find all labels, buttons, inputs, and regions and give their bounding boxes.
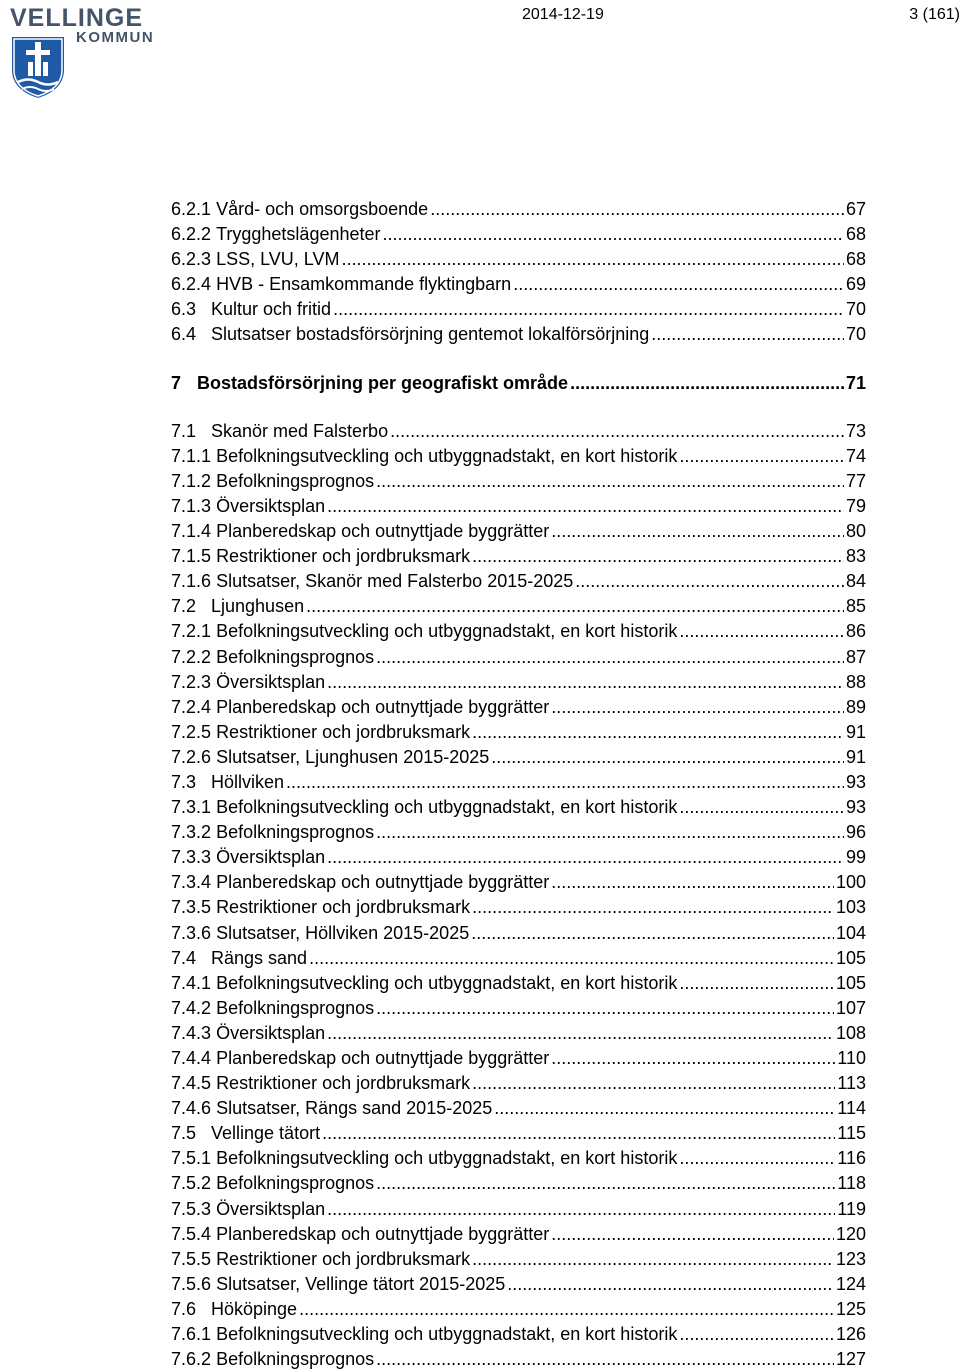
toc-entry[interactable] bbox=[171, 1121, 866, 1146]
toc-entry[interactable] bbox=[171, 745, 866, 770]
toc-entry-title: Slutsatser, Skanör med Falsterbo 2015-2025 bbox=[216, 571, 574, 592]
toc-entry-number: 6.2.4 bbox=[171, 274, 212, 295]
toc-entry[interactable] bbox=[171, 594, 866, 619]
toc-entry-title: Översiktsplan bbox=[216, 1198, 326, 1219]
toc-entry-number: 7.1.5 bbox=[171, 546, 212, 567]
toc-entry-number: 7.1.1 bbox=[171, 445, 212, 466]
toc-entry-title: Planberedskap och outnyttjade byggrätter bbox=[216, 1048, 550, 1068]
toc-entry-title: Hököpinge bbox=[211, 1298, 298, 1319]
toc-leader-dots bbox=[390, 419, 844, 444]
toc-entry-page: 100 bbox=[835, 872, 866, 893]
toc-entry[interactable] bbox=[171, 494, 866, 519]
toc-entry-title: Restriktioner och jordbruksmark bbox=[216, 721, 471, 742]
toc-entry-page: 83 bbox=[845, 546, 866, 567]
toc-leader-dots bbox=[679, 971, 834, 996]
toc-leader-dots bbox=[513, 272, 844, 297]
toc-leader-dots bbox=[551, 1222, 834, 1247]
toc-entry[interactable] bbox=[171, 444, 866, 469]
toc-entry-page: 67 bbox=[845, 199, 866, 219]
toc-entry-number: 7.2.5 bbox=[171, 721, 212, 742]
toc-entry-page: 126 bbox=[835, 1324, 866, 1345]
toc-entry-number: 7.2.1 bbox=[171, 621, 212, 642]
toc-leader-dots bbox=[376, 469, 844, 494]
coat-of-arms-icon bbox=[8, 32, 68, 100]
toc-entry-title: Slutsatser, Ljunghusen 2015-2025 bbox=[216, 746, 490, 767]
toc-entry-page: 116 bbox=[837, 1148, 866, 1169]
toc-entry-page: 70 bbox=[845, 324, 866, 345]
toc-leader-dots bbox=[327, 494, 844, 519]
toc-entry-number: 7.3.6 bbox=[171, 922, 212, 943]
toc-entry[interactable] bbox=[171, 1096, 866, 1121]
toc-entry[interactable] bbox=[171, 1322, 866, 1347]
toc-leader-dots bbox=[679, 1322, 834, 1347]
toc-leader-dots bbox=[471, 921, 834, 946]
toc-entry-number: 7.3 bbox=[171, 771, 197, 792]
toc-entry[interactable] bbox=[171, 870, 866, 895]
toc-entry-number: 7.1.4 bbox=[171, 521, 212, 542]
toc-entry-number: 6.4 bbox=[171, 324, 197, 345]
toc-entry[interactable] bbox=[171, 1247, 866, 1272]
toc-entry-page: 84 bbox=[845, 571, 866, 592]
toc-leader-dots bbox=[327, 845, 844, 870]
toc-entry-page: 79 bbox=[845, 495, 866, 516]
toc-entry[interactable] bbox=[171, 921, 866, 946]
toc-entry-title: Befolkningsutveckling och utbyggnadstakt, en kort historik bbox=[216, 797, 678, 818]
toc-leader-dots bbox=[651, 322, 844, 347]
toc-entry[interactable] bbox=[171, 1197, 866, 1222]
toc-entry-page: 80 bbox=[845, 521, 866, 542]
toc-entry[interactable] bbox=[171, 895, 866, 920]
toc-entry-title: Befolkningsutveckling och utbyggnadstakt, en kort historik bbox=[216, 621, 678, 642]
toc-entry[interactable] bbox=[171, 222, 866, 247]
toc-entry-page: 93 bbox=[845, 771, 866, 792]
toc-leader-dots bbox=[327, 670, 844, 695]
toc-entry-number: 7.1.2 bbox=[171, 470, 212, 491]
table-of-contents bbox=[171, 197, 866, 1372]
toc-entry-number: 7.1.6 bbox=[171, 571, 212, 592]
toc-entry-title: Befolkningsutveckling och utbyggnadstakt, en kort historik bbox=[216, 445, 678, 466]
toc-leader-dots bbox=[679, 619, 844, 644]
toc-entry-number: 7 bbox=[171, 372, 182, 393]
toc-entry-number: 7.2.3 bbox=[171, 671, 212, 692]
toc-entry[interactable] bbox=[171, 1071, 866, 1096]
toc-leader-dots bbox=[333, 297, 844, 322]
toc-entry[interactable] bbox=[171, 1272, 866, 1297]
toc-entry-title: Vellinge tätort bbox=[211, 1123, 321, 1144]
toc-entry-number: 7.2.6 bbox=[171, 746, 212, 767]
toc-entry-title: LSS, LVU, LVM bbox=[216, 249, 340, 270]
toc-entry[interactable] bbox=[171, 569, 866, 594]
toc-entry-number: 7.5.2 bbox=[171, 1173, 212, 1194]
toc-leader-dots bbox=[472, 544, 844, 569]
toc-entry-page: 103 bbox=[835, 897, 866, 918]
toc-entry-title: Översiktsplan bbox=[216, 671, 326, 692]
toc-entry-page: 107 bbox=[835, 997, 866, 1018]
toc-entry-title: Slutsatser, Höllviken 2015-2025 bbox=[216, 922, 470, 943]
toc-leader-dots bbox=[472, 1247, 834, 1272]
toc-leader-dots bbox=[494, 1096, 835, 1121]
toc-leader-dots bbox=[376, 996, 834, 1021]
toc-entry-number: 7.5.6 bbox=[171, 1273, 212, 1294]
toc-entry-page: 113 bbox=[837, 1073, 866, 1094]
toc-entry-number: 7.4.1 bbox=[171, 972, 212, 993]
toc-entry-number: 7.3.5 bbox=[171, 897, 212, 918]
toc-entry-number: 7.2.4 bbox=[171, 696, 212, 717]
toc-entry-title: Befolkningsprognos bbox=[216, 470, 375, 491]
toc-entry[interactable] bbox=[171, 1222, 866, 1247]
toc-entry-page: 70 bbox=[845, 299, 866, 320]
toc-entry[interactable] bbox=[171, 322, 866, 347]
toc-leader-dots bbox=[472, 720, 844, 745]
toc-entry[interactable] bbox=[171, 645, 866, 670]
toc-leader-dots bbox=[472, 895, 834, 920]
toc-entry-page: 119 bbox=[837, 1198, 866, 1219]
toc-leader-dots bbox=[376, 820, 844, 845]
toc-leader-dots bbox=[299, 1297, 834, 1322]
toc-entry-title: Bostadsförsörjning per geografiskt område bbox=[197, 372, 569, 393]
toc-entry-title: Rängs sand bbox=[211, 947, 308, 968]
toc-entry[interactable] bbox=[171, 1046, 866, 1071]
toc-entry-title: Kultur och fritid bbox=[211, 299, 332, 320]
toc-entry[interactable] bbox=[171, 845, 866, 870]
logo-sub: KOMMUN bbox=[76, 29, 155, 46]
toc-entry-title: Planberedskap och outnyttjade byggrätter bbox=[216, 521, 550, 542]
toc-leader-dots bbox=[376, 645, 844, 670]
toc-entry-page: 108 bbox=[835, 1022, 866, 1043]
toc-entry-title: Befolkningsutveckling och utbyggnadstakt, en kort historik bbox=[216, 1148, 678, 1169]
toc-entry-number: 7.6.1 bbox=[171, 1324, 212, 1345]
toc-entry-number: 7.4 bbox=[171, 947, 197, 968]
toc-entry-title: Slutsatser, Rängs sand 2015-2025 bbox=[216, 1098, 493, 1119]
toc-entry-number: 7.5.3 bbox=[171, 1198, 212, 1219]
toc-entry-page: 120 bbox=[835, 1223, 866, 1244]
toc-entry-title: Planberedskap och outnyttjade byggrätter bbox=[216, 696, 550, 717]
toc-entry-number: 7.2.2 bbox=[171, 646, 212, 667]
toc-entry-page: 89 bbox=[845, 696, 866, 717]
toc-entry[interactable] bbox=[171, 1021, 866, 1046]
toc-entry[interactable] bbox=[171, 1347, 866, 1372]
toc-entry-page: 74 bbox=[845, 445, 866, 466]
toc-entry-number: 7.3.3 bbox=[171, 847, 212, 868]
toc-entry-page: 123 bbox=[835, 1248, 866, 1269]
toc-entry[interactable] bbox=[171, 695, 866, 720]
toc-entry-number: 6.2.1 bbox=[171, 199, 212, 219]
toc-entry-number: 7.4.2 bbox=[171, 997, 212, 1018]
toc-entry-page: 115 bbox=[837, 1123, 866, 1144]
toc-entry-title: Planberedskap och outnyttjade byggrätter bbox=[216, 1223, 550, 1244]
toc-leader-dots bbox=[376, 1171, 835, 1196]
toc-entry-number: 7.1 bbox=[171, 420, 197, 441]
toc-leader-dots bbox=[570, 371, 844, 396]
toc-leader-dots bbox=[679, 1146, 835, 1171]
toc-entry-title: Befolkningsprognos bbox=[216, 997, 375, 1018]
toc-entry[interactable] bbox=[171, 419, 866, 444]
toc-entry-number: 7.6 bbox=[171, 1298, 197, 1319]
toc-leader-dots bbox=[430, 197, 844, 222]
toc-entry-title: Befolkningsprognos bbox=[216, 1173, 375, 1194]
toc-entry-page: 85 bbox=[845, 596, 866, 617]
toc-entry-title: Slutsatser bostadsförsörjning gentemot lokalförsörjning bbox=[211, 324, 650, 345]
vellinge-logo bbox=[8, 4, 163, 98]
toc-leader-dots bbox=[551, 870, 834, 895]
toc-entry[interactable] bbox=[171, 197, 866, 222]
toc-entry-page: 73 bbox=[845, 420, 866, 441]
toc-entry-number: 7.3.1 bbox=[171, 797, 212, 818]
toc-entry-number: 7.6.2 bbox=[171, 1349, 212, 1370]
toc-entry[interactable] bbox=[171, 770, 866, 795]
header-date: 2014-12-19 bbox=[522, 6, 604, 23]
toc-entry[interactable] bbox=[171, 544, 866, 569]
toc-leader-dots bbox=[327, 1197, 835, 1222]
toc-entry[interactable] bbox=[171, 1171, 866, 1196]
toc-entry-title: Befolkningsprognos bbox=[216, 1349, 375, 1370]
toc-entry-title: Planberedskap och outnyttjade byggrätter bbox=[216, 872, 550, 893]
toc-leader-dots bbox=[341, 247, 844, 272]
toc-entry[interactable] bbox=[171, 247, 866, 272]
toc-entry-page: 69 bbox=[845, 274, 866, 295]
toc-entry-number: 7.2 bbox=[171, 596, 197, 617]
toc-entry[interactable] bbox=[171, 619, 866, 644]
toc-entry-title: Befolkningsutveckling och utbyggnadstakt, en kort historik bbox=[216, 972, 678, 993]
toc-leader-dots bbox=[306, 594, 844, 619]
toc-entry-page: 96 bbox=[845, 822, 866, 843]
toc-leader-dots bbox=[383, 222, 844, 247]
toc-entry-page: 68 bbox=[845, 224, 866, 245]
toc-entry-title: Skanör med Falsterbo bbox=[211, 420, 389, 441]
toc-leader-dots bbox=[551, 695, 844, 720]
toc-leader-dots bbox=[679, 444, 844, 469]
toc-entry[interactable] bbox=[171, 272, 866, 297]
toc-leader-dots bbox=[575, 569, 844, 594]
toc-entry-title: Befolkningsprognos bbox=[216, 822, 375, 843]
toc-entry-number: 7.3.4 bbox=[171, 872, 212, 893]
logo-name: VELLINGE bbox=[10, 4, 144, 32]
toc-leader-dots bbox=[309, 946, 834, 971]
toc-leader-dots bbox=[551, 519, 844, 544]
toc-entry[interactable] bbox=[171, 795, 866, 820]
toc-entry[interactable] bbox=[171, 371, 866, 396]
toc-entry-title: Vård- och omsorgsboende bbox=[216, 199, 429, 219]
toc-entry-page: 105 bbox=[835, 947, 866, 968]
toc-entry-page: 86 bbox=[845, 621, 866, 642]
toc-entry-title: Restriktioner och jordbruksmark bbox=[216, 1248, 471, 1269]
toc-entry-page: 125 bbox=[835, 1298, 866, 1319]
toc-entry-number: 7.1.3 bbox=[171, 495, 212, 516]
toc-leader-dots bbox=[551, 1046, 835, 1071]
toc-entry-page: 88 bbox=[845, 671, 866, 692]
toc-entry[interactable] bbox=[171, 1297, 866, 1322]
toc-leader-dots bbox=[507, 1272, 834, 1297]
toc-entry-number: 7.4.5 bbox=[171, 1073, 212, 1094]
toc-entry[interactable] bbox=[171, 971, 866, 996]
toc-entry-title: Översiktsplan bbox=[216, 847, 326, 868]
toc-entry-number: 7.5 bbox=[171, 1123, 197, 1144]
toc-entry[interactable] bbox=[171, 469, 866, 494]
toc-entry-page: 87 bbox=[845, 646, 866, 667]
toc-entry-title: Trygghetslägenheter bbox=[216, 224, 381, 245]
toc-entry[interactable] bbox=[171, 297, 866, 322]
toc-leader-dots bbox=[322, 1121, 835, 1146]
toc-entry-page: 127 bbox=[835, 1349, 866, 1370]
toc-entry[interactable] bbox=[171, 820, 866, 845]
toc-entry-number: 7.4.3 bbox=[171, 1022, 212, 1043]
toc-entry-title: Restriktioner och jordbruksmark bbox=[216, 1073, 471, 1094]
toc-entry[interactable] bbox=[171, 670, 866, 695]
toc-entry-page: 91 bbox=[845, 746, 866, 767]
toc-entry[interactable] bbox=[171, 946, 866, 971]
toc-leader-dots bbox=[327, 1021, 834, 1046]
toc-entry-page: 114 bbox=[837, 1098, 866, 1119]
toc-entry-page: 71 bbox=[845, 372, 866, 393]
toc-leader-dots bbox=[286, 770, 844, 795]
toc-entry-title: Restriktioner och jordbruksmark bbox=[216, 897, 471, 918]
toc-entry-number: 7.5.4 bbox=[171, 1223, 212, 1244]
toc-entry-number: 7.4.6 bbox=[171, 1098, 212, 1119]
toc-entry-page: 110 bbox=[837, 1048, 866, 1068]
toc-entry-number: 6.3 bbox=[171, 299, 197, 320]
toc-entry-title: Restriktioner och jordbruksmark bbox=[216, 546, 471, 567]
toc-leader-dots bbox=[376, 1347, 834, 1372]
toc-leader-dots bbox=[679, 795, 844, 820]
toc-entry-number: 7.5.1 bbox=[171, 1148, 212, 1169]
toc-entry-page: 77 bbox=[845, 470, 866, 491]
toc-leader-dots bbox=[491, 745, 844, 770]
toc-entry-number: 7.4.4 bbox=[171, 1048, 212, 1068]
toc-entry-page: 91 bbox=[845, 721, 866, 742]
toc-entry-page: 105 bbox=[835, 972, 866, 993]
toc-entry-page: 124 bbox=[835, 1273, 866, 1294]
toc-entry-page: 93 bbox=[845, 797, 866, 818]
toc-entry-title: Höllviken bbox=[211, 771, 285, 792]
toc-entry[interactable] bbox=[171, 1146, 866, 1171]
toc-entry-page: 68 bbox=[845, 249, 866, 270]
toc-entry-number: 7.5.5 bbox=[171, 1248, 212, 1269]
toc-entry-title: Befolkningsprognos bbox=[216, 646, 375, 667]
toc-entry[interactable] bbox=[171, 720, 866, 745]
toc-entry[interactable] bbox=[171, 519, 866, 544]
toc-leader-dots bbox=[472, 1071, 835, 1096]
toc-entry-title: Översiktsplan bbox=[216, 1022, 326, 1043]
toc-entry-number: 7.3.2 bbox=[171, 822, 212, 843]
toc-entry[interactable] bbox=[171, 996, 866, 1021]
toc-entry-title: Slutsatser, Vellinge tätort 2015-2025 bbox=[216, 1273, 506, 1294]
header-page-number: 3 (161) bbox=[909, 6, 960, 23]
toc-entry-page: 99 bbox=[845, 847, 866, 868]
toc-entry-title: Översiktsplan bbox=[216, 495, 326, 516]
toc-entry-title: Befolkningsutveckling och utbyggnadstakt, en kort historik bbox=[216, 1324, 678, 1345]
toc-entry-page: 118 bbox=[837, 1173, 866, 1194]
toc-entry-title: Ljunghusen bbox=[211, 596, 305, 617]
toc-entry-number: 6.2.2 bbox=[171, 224, 212, 245]
toc-entry-number: 6.2.3 bbox=[171, 249, 212, 270]
toc-entry-title: HVB - Ensamkommande flyktingbarn bbox=[216, 274, 512, 295]
toc-entry-page: 104 bbox=[835, 922, 866, 943]
